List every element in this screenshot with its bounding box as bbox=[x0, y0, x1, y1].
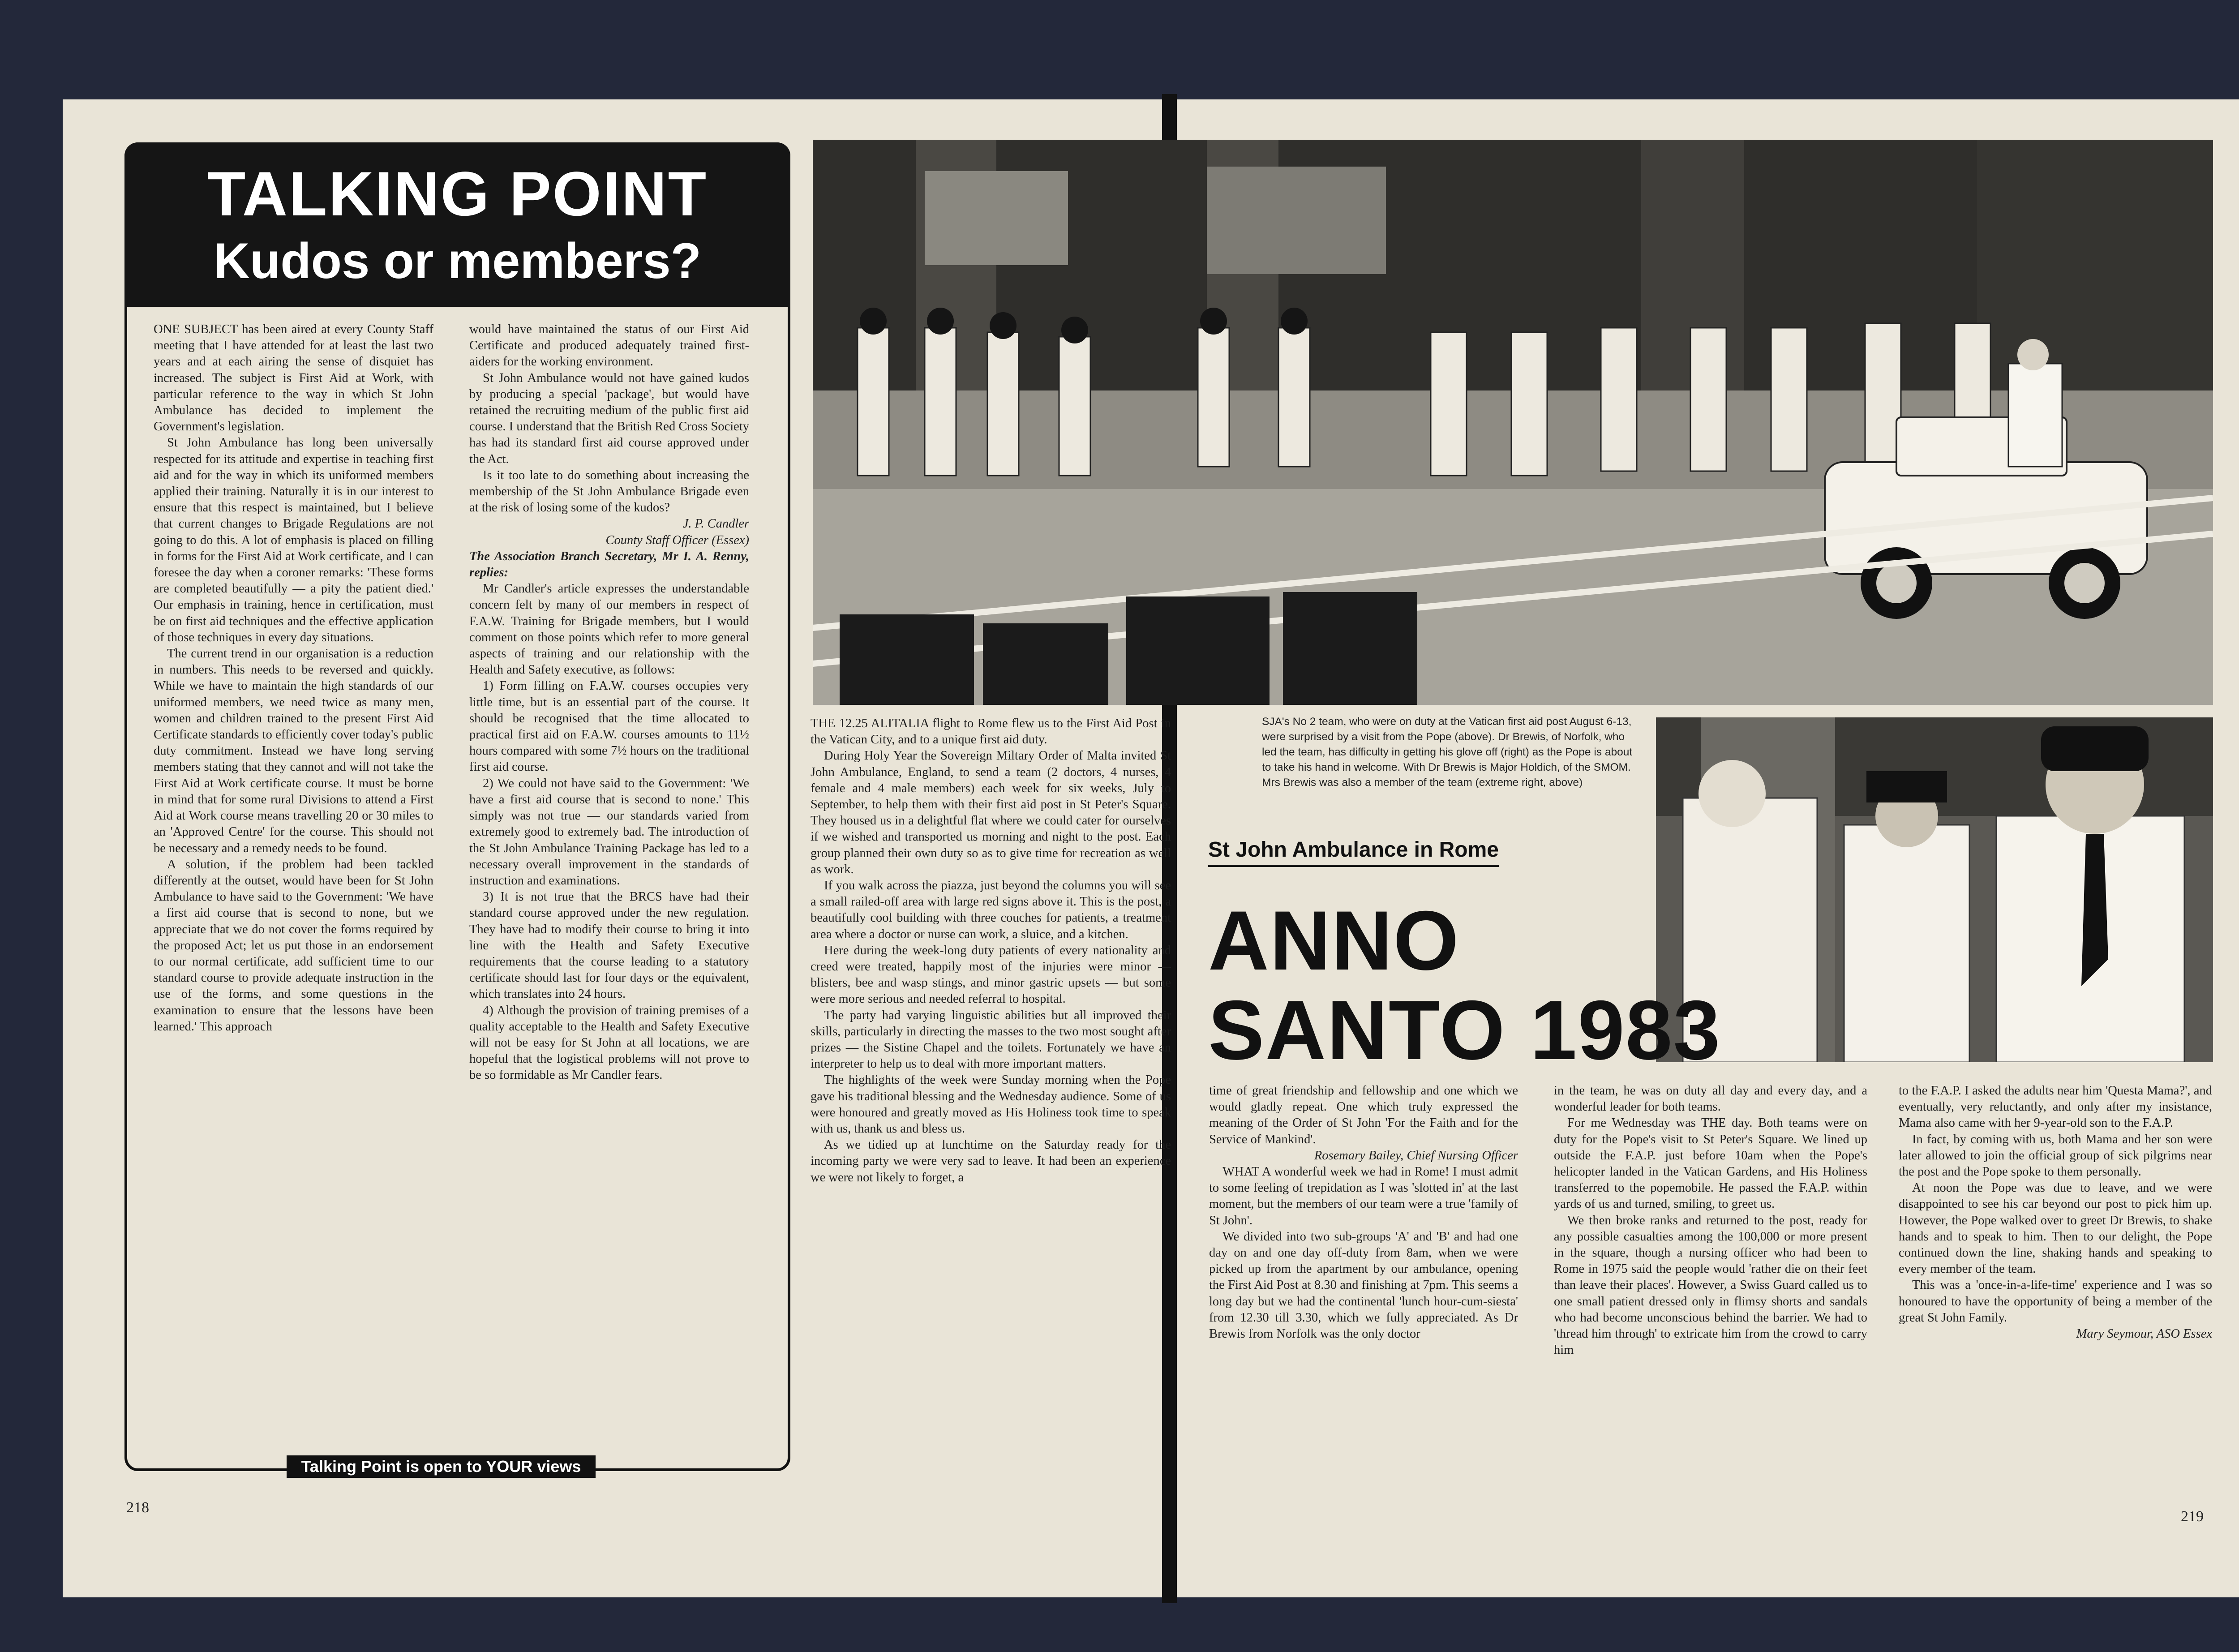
article-paragraph: We divided into two sub-groups 'A' and 'B' and had one day on and one day off-duty from 8am, when we were picked up from the apartment by our ambulance, opening the First Aid Post at 8.30 and finishing at 7pm. This seems a long day but we had the continental 'lunch hour-cum-siesta' from 12.30 till 3.30, which we fully appreciated. As Dr Brewis from Norfolk was the only doctor bbox=[1209, 1229, 1518, 1341]
article-paragraph: The highlights of the week were Sunday morning when the Pope gave his traditional blessing and the Wednesday audience. Some of us were honoured and greatly moved as His Holiness took time to speak with us, thank us and bless us. bbox=[811, 1073, 1171, 1136]
article-paragraph: For me Wednesday was THE day. Both teams were on duty for the Pope's visit to St Peter's Square. We lined up outside the F.A.P. just before 10am when the Pope's helicopter landed in the Vatican Gardens, and His Holiness transferred to the popemobile. He passed the F.A.P. within yards of us and turned, smiling, to greet us. bbox=[1554, 1116, 1867, 1211]
pope-visit-photo-drawing bbox=[813, 140, 2213, 705]
talking-point-title: TALKING POINT bbox=[207, 159, 708, 229]
reply-paragraph: 1) Form filling on F.A.W. courses occupies very little time, but is an essential part of the course. It should be recognised that the time allocated to practical first aid on F.A.W. courses amounts to 11½ hours compared with some 7½ hours on the traditional first aid course. bbox=[469, 679, 749, 774]
anno-santo-column-1 bbox=[811, 716, 1171, 1186]
article-paragraph: This was a 'once-in-a-life-time' experience and I was so honoured to have the opportunity of being a member of the great St John Family. bbox=[1899, 1278, 2212, 1325]
article-paragraph: At noon the Pope was due to leave, and we were disappointed to see his car beyond our post to pick him up. However, the Pope walked over to greet Dr Brewis, to shake hands and to speak to him. Then to our delight, the Pope continued down the line, shaking hands and speaking to every member of the team. bbox=[1899, 1181, 2212, 1276]
anno-santo-column-2 bbox=[1209, 1083, 1518, 1342]
letter-paragraph: would have maintained the status of our First Aid Certificate and produced adequately trained first-aiders for the working environment. bbox=[469, 322, 749, 369]
article-paragraph: to the F.A.P. I asked the adults near him 'Questa Mama?', and eventually, very reluctantly, and only after my insistance, Mama also came with her 9-year-old son to the F.A.P. bbox=[1899, 1084, 2212, 1130]
pope-visit-photo bbox=[813, 140, 2213, 705]
anno-santo-col4-signature: Mary Seymour, ASO Essex bbox=[2076, 1327, 2212, 1341]
reply-paragraph: 4) Although the provision of training premises of a quality acceptable to the Health and Safety Executive will not be easy for St John at all locations, we are hopeful that the logistical problems will not prove to be so formidable as Mr Candler fears. bbox=[469, 1003, 749, 1082]
letter-signature-title: County Staff Officer (Essex) bbox=[605, 533, 749, 547]
reply-paragraph: Mr Candler's article expresses the understandable concern felt by many of our members in respect of F.A.W. Training for Brigade members, but I would comment on those points which refer to more general aspects of training and our relationship with the Health and Safety executive, as follows: bbox=[469, 582, 749, 677]
anno-santo-column-3 bbox=[1554, 1083, 1867, 1358]
pope-greeting-photo bbox=[1656, 717, 2213, 1062]
anno-santo-col2-signature: Rosemary Bailey, Chief Nursing Officer bbox=[1314, 1148, 1518, 1163]
article-paragraph: WHAT A wonderful week we had in Rome! I must admit to some feeling of trepidation as I was 'slotted in' at the last moment, but the members of our team were a true 'family of St John'. bbox=[1209, 1165, 1518, 1227]
letter-paragraph: The current trend in our organisation is a reduction in numbers. This needs to be reversed and quickly. While we have to maintain the high standards of our uniformed members, we need twice as many men, women and children trained to the present First Aid Certificate standards to efficiently cover today's public duty commitment. Instead we have long serving members stating that they cannot and will not take the First Aid at Work certificate course. It must be borne in mind that for some rural Divisions to attend a First Aid at Work course means travelling 20 or 30 miles to an 'Approved Centre' for the course. This should not be necessary and a remedy needs to be found. bbox=[154, 647, 433, 855]
letter-paragraph: St John Ambulance has long been universally respected for its attitude and expertise in teaching first aid and for the way in which its uniformed members applied their training. Naturally it is in our interest to ensure that this respect is maintained, but I believe that current changes to Brigade Regulations are not going to do this. A lot of emphasis is placed on filling in forms for the First Aid at Work certificate, and I can foresee the day when a coroner remarks: 'These forms are completed beautifully — a pity the patient died.' Our emphasis in training, hence in certification, must be on first aid techniques and the effective application of those techniques in every day situations. bbox=[154, 436, 433, 644]
letter-paragraph: St John Ambulance would not have gained kudos by producing a special 'package', but would have retained the recruiting medium of the public first aid course. I understand that the British Red Cross Society has had its standard first aid course approved under the Act. bbox=[469, 371, 749, 466]
headline-line-1: ANNO bbox=[1208, 893, 1460, 987]
article-paragraph: We then broke ranks and returned to the post, ready for any possible casualties among the 100,000 or more present in the square, though a nursing officer who had been to Rome in 1975 said the people would 'rather die on their feet than leave their places'. However, a Swiss Guard called us to one small patient dressed only in flimsy shorts and sandals who had become unconscious behind the barrier. We had to 'thread him through' to extricate him from the crowd to carry him bbox=[1554, 1213, 1867, 1357]
letter-paragraph: Is it too late to do something about increasing the membership of the St John Ambulance Brigade even at the risk of losing some of the kudos? bbox=[469, 468, 749, 515]
article-paragraph: If you walk across the piazza, just beyond the columns you will see a small railed-off area with large red signs above it. This is the post, a beautifully cool building with three couches for patients, a treatment area where a doctor or nurse can work, a sluice, and a kitchen. bbox=[811, 879, 1171, 941]
article-paragraph: During Holy Year the Sovereign Miltary Order of Malta invited St John Ambulance, England, to send a team (2 doctors, 4 nurses, 4 female and 4 male members) each week for six weeks, July to September, to help them with their first aid post in St Peter's Square. They housed us in a delightful flat where we could cater for ourselves if we wished and transported us morning and night to the post. Each group planned their own duty so as to give time for recreation as well as work. bbox=[811, 749, 1171, 876]
pope-greeting-drawing bbox=[1656, 717, 2213, 1062]
talking-point-column-1 bbox=[154, 322, 433, 1035]
letter-signature-name: J. P. Candler bbox=[682, 517, 749, 531]
reply-paragraph: 3) It is not true that the BRCS have had their standard course approved under the new regulation. They have had to modify their course to bring it into line with the Health and Safety Executive requirements that the course leading to a statutory certificate should last for four days or the equivalent, which translates into 24 hours. bbox=[469, 890, 749, 1001]
headline-line-2: SANTO 1983 bbox=[1208, 983, 1721, 1077]
reply-heading: The Association Branch Secretary, Mr I. A. Renny, replies: bbox=[469, 549, 749, 580]
article-kicker: St John Ambulance in Rome bbox=[1208, 837, 1499, 867]
talking-point-footer: Talking Point is open to YOUR views bbox=[287, 1455, 596, 1478]
anno-santo-column-4 bbox=[1899, 1083, 2212, 1342]
article-paragraph: in the team, he was on duty all day and every day, and a wonderful leader for both teams. bbox=[1554, 1084, 1867, 1114]
photo-caption: SJA's No 2 team, who were on duty at the Vatican first aid post August 6-13, were surprised by a visit from the Pope (above). Dr Brewis, of Norfolk, who led the team, has difficulty in getting his glove off (right) as the Pope is about to take his hand in welcome. With Dr Brewis is Major Holdich, of the SMOM. Mrs Brewis was also a member of the team (extreme right, above) bbox=[1262, 716, 1633, 789]
talking-point-column-2 bbox=[469, 322, 749, 1084]
letter-paragraph: A solution, if the problem had been tackled differently at the outset, would have been for St John Ambulance to have said to the Government: 'We have a first aid course that is second to none, but we appreciate that we do not cover the forms required by the proposed Act; let us put those in an endorsement to our normal certificate, add sufficient time to our standard course to provide adequate instruction in the use of the forms, and some questions in the examination to ensure that the lessons have been learned.' This approach bbox=[154, 857, 433, 1034]
reply-paragraph: 2) We could not have said to the Government: 'We have a first aid course that is second to none.' This simply was not true — our standards varied from extremely good to extremely bad. The introduction of the St John Ambulance Training Package has led to a necessary overall improvement in the standards of instruction and examinations. bbox=[469, 776, 749, 888]
page-number-right: 219 bbox=[2181, 1508, 2204, 1525]
letter-paragraph: ONE SUBJECT has been aired at every County Staff meeting that I have attended for at least the last two years and at each airing the sense of disquiet has increased. The subject is First Aid at Work, with particular reference to the way in which St John Ambulance has decided to implement the Government's legislation. bbox=[154, 322, 433, 434]
anno-santo-col2-lead: time of great friendship and fellowship and one which we would gladly repeat. One which truly expressed the meaning of the Order of St John 'For the Faith and for the Service of Mankind'. bbox=[1209, 1084, 1518, 1146]
talking-point-header bbox=[124, 142, 790, 307]
page-number-left: 218 bbox=[126, 1499, 149, 1516]
article-paragraph: Here during the week-long duty patients of every nationality and creed were treated, happily most of the injuries were minor — blisters, bee and wasp stings, and minor gastric upsets — but some were more serious and needed referral to hospital. bbox=[811, 943, 1171, 1006]
article-paragraph: THE 12.25 ALITALIA flight to Rome flew us to the First Aid Post in the Vatican City, and to a unique first aid duty. bbox=[811, 717, 1171, 747]
article-paragraph: The party had varying linguistic abilities but all improved their skills, particularly in directing the masses to the two most sought after prizes — the Sistine Chapel and the toilets. Fortunately we have an interpreter to help us to deal with more important matters. bbox=[811, 1008, 1171, 1071]
talking-point-subtitle: Kudos or members? bbox=[213, 233, 702, 289]
article-paragraph: As we tidied up at lunchtime on the Saturday ready for the incoming party we were very sad to leave. It had been an experience we were not likely to forget, a bbox=[811, 1138, 1171, 1184]
article-paragraph: In fact, by coming with us, both Mama and her son were later allowed to join the official group of sick pilgrims near the post and the Pope spoke to them personally. bbox=[1899, 1132, 2212, 1179]
